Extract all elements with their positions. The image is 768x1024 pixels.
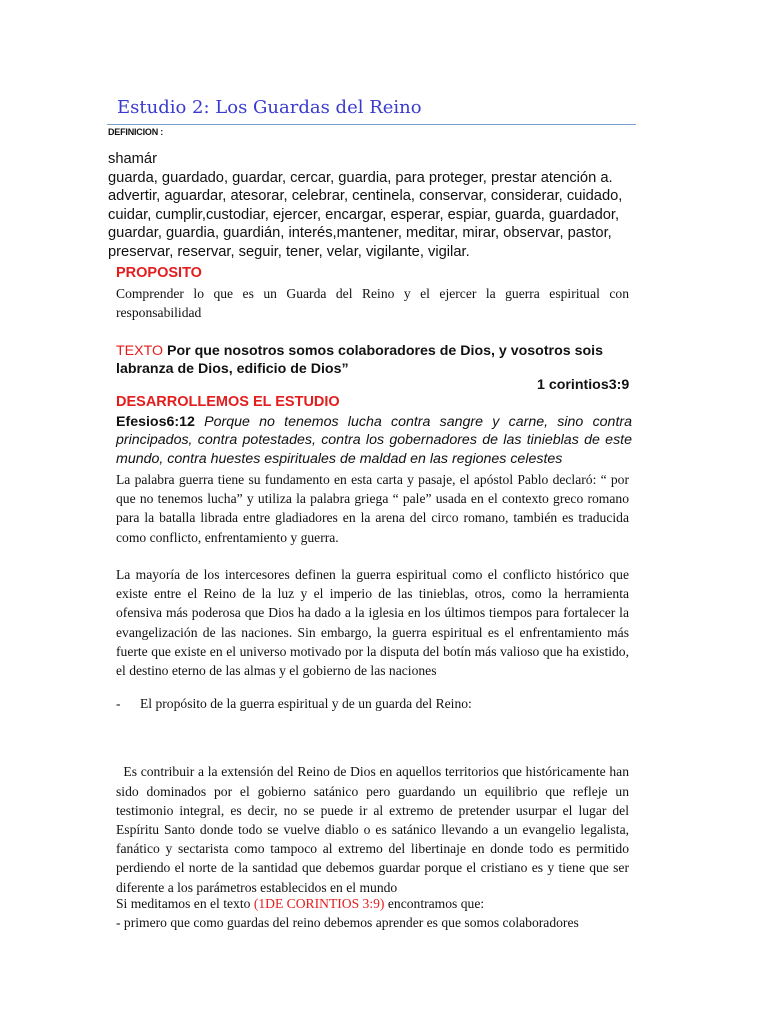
bullet-proposito-guerra xyxy=(116,696,472,712)
efesios-reference: Efesios6:12 xyxy=(116,414,195,430)
texto-label: TEXTO xyxy=(116,343,164,359)
texto-verse xyxy=(116,342,636,378)
synonyms-block xyxy=(108,150,648,262)
proposito-paragraph: Comprender lo que es un Guarda del Reino y el ejercer la guerra espiritual con responsabilidad xyxy=(116,286,629,321)
synonym-line: advertir, aguardar, atesorar, celebrar, centinela, conservar, considerar, cuidado, xyxy=(108,188,623,205)
synonym-line: preservar, reservar, seguir, tener, velar, vigilante, vigilar. xyxy=(108,243,470,260)
synonym-line: guardar, guardia, guardián, interés,mantener, meditar, mirar, observar, pastor, xyxy=(108,225,612,242)
proposito-heading: PROPOSITO xyxy=(116,265,202,281)
texto-quote: Por que nosotros somos colaboradores de Dios, y vosotros sois labranza de Dios, edificio de Dios” xyxy=(116,343,603,377)
synonym-line: guarda, guardado, guardar, cercar, guardia, para proteger, prestar atención a. xyxy=(108,169,613,186)
texto-reference: 1 corintios3:9 xyxy=(537,377,630,393)
final-line-2: - primero que como guardas del reino debemos aprender es que somos colaboradores xyxy=(116,915,579,930)
definicion-label: DEFINICION : xyxy=(108,127,164,137)
bullet-dash: - xyxy=(116,696,121,711)
paragraph-palabra-guerra xyxy=(116,470,629,547)
bullet-text: El propósito de la guerra espiritual y de un guarda del Reino: xyxy=(140,696,472,711)
paragraph-text: Es contribuir a la extensión del Reino de Dios en aquellos territorios que históricamente han sido dominados por el gobierno satánico pero guardando un equilibrio que refleje un testimonio integral, es decir, no se puede ir al extremo de pretender usurpar el lugar del Espíritu Santo donde todo se vuelve diablo o es satánico llevando a un evangelio legalista, fanático y sectarista como tampoco al extremo del libertinaje en donde todo es permitido perdiendo el norte de la santidad que debemos guardar porque el cristiano es y tiene que ser diferente a los parámetros establecidos en el mundo xyxy=(116,764,633,895)
paragraph-text: La palabra guerra tiene su fundamento en esta carta y pasaje, el apóstol Pablo declaró: “ por que no tenemos lucha” y utiliza la palabra griega “ pale” usada en el contexto greco romano para la batalla librada entre gladiadores en la arena del circo romano, también es traducida como conflicto, enfrentamiento y guerra. xyxy=(116,472,629,545)
final-prefix: Si meditamos en el texto xyxy=(116,896,254,911)
efesios-quote: Porque no tenemos lucha contra sangre y carne, sino contra principados, contra potestades, contra los gobernadores de las tinieblas de este mundo, contra huestes espirituales de maldad en las regiones celestes xyxy=(116,414,632,467)
synonym-line: shamár xyxy=(108,151,157,167)
final-line-1 xyxy=(116,894,579,913)
page-title: Estudio 2: Los Guardas del Reino xyxy=(117,97,422,118)
desarrollo-heading: DESARROLLEMOS EL ESTUDIO xyxy=(116,394,340,410)
proposito-text xyxy=(116,284,629,322)
paragraph-intercesores xyxy=(116,565,629,680)
final-suffix: encontramos que: xyxy=(384,896,485,911)
final-lines xyxy=(116,894,579,932)
title-divider xyxy=(107,124,636,125)
paragraph-text: La mayoría de los intercesores definen la guerra espiritual como el conflicto histórico que existe entre el Reino de la luz y el imperio de las tinieblas, otros, como la herramienta ofensiva más poderosa que Dios ha dado a la iglesia en los últimos tiempos para fortalecer la evangelización de las naciones. Sin embargo, la guerra espiritual es el enfrentamiento más fuerte que existe en el universo motivado por la disputa del botín más valioso que ha existido, el destino eterno de las almas y el gobierno de las naciones xyxy=(116,567,629,679)
efesios-verse xyxy=(116,413,632,468)
synonym-line: cuidar, cumplir,custodiar, ejercer, encargar, esperar, espiar, guarda, guardador, xyxy=(108,206,620,223)
final-reference: (1DE CORINTIOS 3:9) xyxy=(253,896,385,911)
